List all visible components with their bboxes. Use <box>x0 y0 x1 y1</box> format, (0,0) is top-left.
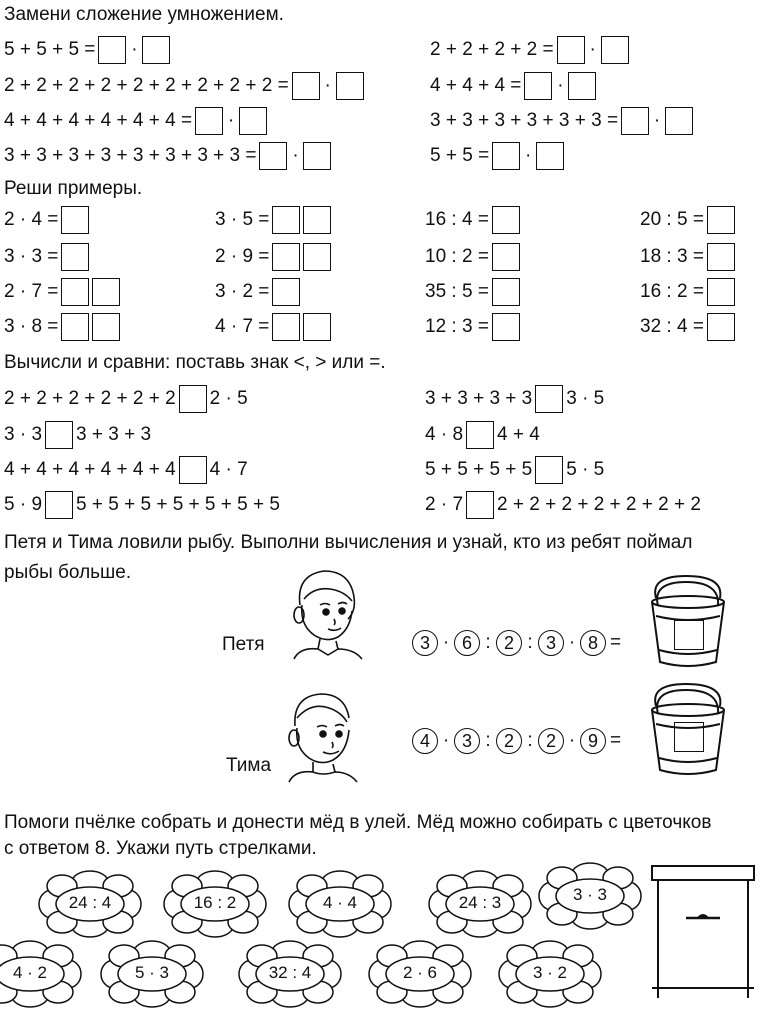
answer-box-tens[interactable] <box>61 278 89 306</box>
answer-box[interactable] <box>492 278 520 306</box>
expression: 4 + 4 + 4 + 4 + 4 + 4 = <box>4 110 193 131</box>
s3-right-row-3 <box>425 455 604 485</box>
flower-label: 16 : 2 <box>193 893 237 912</box>
operator: · <box>568 730 576 751</box>
equals-sign: = <box>610 632 622 653</box>
s3-right-row-1 <box>425 384 604 414</box>
s2-c2-r3 <box>215 277 300 307</box>
expr-b: 3 · 5 <box>566 388 605 409</box>
answer-box[interactable] <box>707 243 735 271</box>
expression: 32 : 4 = <box>640 316 704 337</box>
expr-a: 3 · 3 <box>4 424 43 445</box>
s2-c4-r1 <box>640 205 735 235</box>
expr-a: 3 + 3 + 3 + 3 <box>425 388 533 409</box>
dot: · <box>525 145 532 166</box>
answer-box-tens[interactable] <box>272 313 300 341</box>
section5-title-line1: Помоги пчёлке собрать и донести мёд в улей. Мёд можно собирать с цветочков <box>4 812 712 833</box>
dot: · <box>589 39 596 60</box>
answer-box[interactable] <box>492 243 520 271</box>
operator: : <box>527 632 533 653</box>
tima-name: Тима <box>226 755 272 776</box>
answer-box[interactable] <box>61 243 89 271</box>
flower-label: 3 · 2 <box>532 963 568 982</box>
answer-box-2[interactable] <box>568 72 596 100</box>
flower-label: 2 · 6 <box>402 963 438 982</box>
operator: · <box>568 632 576 653</box>
number-circle: 3 <box>454 728 480 754</box>
answer-box-2[interactable] <box>601 36 629 64</box>
section2-title: Реши примеры. <box>4 178 143 199</box>
expression: 5 + 5 + 5 = <box>4 39 96 60</box>
section4-title-line1: Петя и Тима ловили рыбу. Выполни вычисления и узнай, кто из ребят поймал <box>4 532 693 553</box>
s1-left-row-4 <box>4 141 331 171</box>
section5-title-line2: с ответом 8. Укажи путь стрелками. <box>4 838 317 859</box>
answer-box-2[interactable] <box>142 36 170 64</box>
dot: · <box>324 75 331 96</box>
answer-box-1[interactable] <box>492 142 520 170</box>
expr-b: 4 · 7 <box>209 459 248 480</box>
s1-left-row-3 <box>4 106 267 136</box>
s2-c4-r2 <box>640 242 735 272</box>
answer-box[interactable] <box>492 313 520 341</box>
expression: 3 · 2 = <box>215 281 270 302</box>
s1-right-row-2 <box>430 71 596 101</box>
s2-c4-r3 <box>640 277 735 307</box>
answer-box-2[interactable] <box>239 107 267 135</box>
s2-c3-r4 <box>425 312 520 342</box>
operator: : <box>527 730 533 751</box>
s2-c1-r3 <box>4 277 120 307</box>
number-circle: 9 <box>580 728 606 754</box>
answer-box-units[interactable] <box>92 313 120 341</box>
expr-a: 5 · 9 <box>4 494 43 515</box>
number-circle: 6 <box>454 630 480 656</box>
answer-box-1[interactable] <box>621 107 649 135</box>
flower-label: 4 · 4 <box>322 893 358 912</box>
expression: 4 + 4 + 4 = <box>430 75 522 96</box>
expression: 20 : 5 = <box>640 209 704 230</box>
flower[interactable] <box>100 940 204 1008</box>
expression: 3 + 3 + 3 + 3 + 3 + 3 + 3 + 3 = <box>4 145 257 166</box>
flower[interactable] <box>428 870 532 938</box>
s3-left-row-2 <box>4 420 151 450</box>
flower[interactable] <box>238 940 342 1008</box>
answer-box-1[interactable] <box>557 36 585 64</box>
number-circle: 2 <box>496 728 522 754</box>
expr-b: 4 + 4 <box>497 424 540 445</box>
expr-a: 2 + 2 + 2 + 2 + 2 + 2 <box>4 388 176 409</box>
s1-left-row-1 <box>4 35 170 65</box>
answer-box-1[interactable] <box>195 107 223 135</box>
s2-c4-r4 <box>640 312 735 342</box>
expression: 12 : 3 = <box>425 316 489 337</box>
operator: : <box>485 632 491 653</box>
expr-a: 4 + 4 + 4 + 4 + 4 + 4 <box>4 459 176 480</box>
number-circle: 2 <box>538 728 564 754</box>
expression: 10 : 2 = <box>425 246 489 267</box>
section3-title: Вычисли и сравни: поставь знак <, > или =. <box>4 352 386 373</box>
answer-box-petya[interactable] <box>674 620 704 650</box>
answer-box[interactable] <box>61 206 89 234</box>
s2-c1-r4 <box>4 312 120 342</box>
compare-box[interactable] <box>45 421 73 449</box>
tima-chain <box>412 728 621 754</box>
flower-label: 24 : 3 <box>458 893 502 912</box>
answer-box-2[interactable] <box>665 107 693 135</box>
s3-right-row-2 <box>425 420 540 450</box>
expression: 5 + 5 = <box>430 145 490 166</box>
dot: · <box>227 110 235 131</box>
s2-c3-r3 <box>425 277 520 307</box>
dot: · <box>292 145 299 166</box>
compare-box[interactable] <box>179 385 207 413</box>
flower[interactable] <box>0 940 82 1008</box>
expression: 3 · 3 = <box>4 246 59 267</box>
expr-a: 5 + 5 + 5 + 5 <box>425 459 533 480</box>
expression: 18 : 3 = <box>640 246 704 267</box>
answer-box-1[interactable] <box>524 72 552 100</box>
number-circle: 4 <box>412 728 438 754</box>
s2-c2-r2 <box>215 242 331 272</box>
expression: 2 · 4 = <box>4 209 59 230</box>
expr-b: 3 + 3 + 3 <box>76 424 152 445</box>
answer-box-tens[interactable] <box>61 313 89 341</box>
expression: 35 : 5 = <box>425 281 489 302</box>
compare-box[interactable] <box>535 456 563 484</box>
expression: 2 + 2 + 2 + 2 + 2 + 2 + 2 + 2 + 2 = <box>4 75 289 96</box>
expression: 3 · 8 = <box>4 316 59 337</box>
petya-chain <box>412 630 621 656</box>
answer-box[interactable] <box>707 313 735 341</box>
expr-b: 5 + 5 + 5 + 5 + 5 + 5 + 5 <box>76 494 280 515</box>
s2-c2-r4 <box>215 312 331 342</box>
s3-left-row-4 <box>4 490 280 520</box>
expression: 2 + 2 + 2 + 2 = <box>430 39 554 60</box>
operator: : <box>485 730 491 751</box>
flower-label: 24 : 4 <box>68 893 112 912</box>
answer-box-1[interactable] <box>259 142 287 170</box>
section4-title-line2: рыбы больше. <box>4 562 132 583</box>
expr-a: 2 · 7 <box>425 494 464 515</box>
expression: 2 · 7 = <box>4 281 59 302</box>
flower[interactable] <box>163 870 267 938</box>
answer-box-tens[interactable] <box>272 206 300 234</box>
answer-box[interactable] <box>707 206 735 234</box>
number-circle: 3 <box>412 630 438 656</box>
compare-box[interactable] <box>535 385 563 413</box>
flower-label: 4 · 2 <box>12 963 48 982</box>
answer-box-2[interactable] <box>336 72 364 100</box>
expression: 16 : 4 = <box>425 209 489 230</box>
answer-box[interactable] <box>492 206 520 234</box>
dot: · <box>653 110 661 131</box>
expression: 3 · 5 = <box>215 209 270 230</box>
section1-title: Замени сложение умножением. <box>4 4 284 25</box>
dot: · <box>557 75 564 96</box>
equals-sign: = <box>610 730 622 751</box>
s1-right-row-3 <box>430 106 693 136</box>
flower[interactable] <box>288 870 392 938</box>
s2-c3-r2 <box>425 242 520 272</box>
s3-right-row-4 <box>425 490 701 520</box>
expr-b: 2 + 2 + 2 + 2 + 2 + 2 + 2 <box>497 494 701 515</box>
number-circle: 8 <box>580 630 606 656</box>
s2-c1-r2 <box>4 242 89 272</box>
flower[interactable] <box>38 870 142 938</box>
expression: 16 : 2 = <box>640 281 704 302</box>
compare-box[interactable] <box>466 421 494 449</box>
dot: · <box>131 39 138 60</box>
answer-box-tens[interactable] <box>272 243 300 271</box>
answer-box-units[interactable] <box>303 313 331 341</box>
number-circle: 3 <box>538 630 564 656</box>
petya-name: Петя <box>222 634 265 655</box>
expr-b: 2 · 5 <box>209 388 248 409</box>
expression: 3 + 3 + 3 + 3 + 3 + 3 = <box>430 110 619 131</box>
expr-b: 5 · 5 <box>566 459 605 480</box>
operator: · <box>442 730 450 751</box>
s1-right-row-1 <box>430 35 629 65</box>
s2-c1-r1 <box>4 205 89 235</box>
compare-box[interactable] <box>179 456 207 484</box>
number-circle: 2 <box>496 630 522 656</box>
flower[interactable] <box>498 940 602 1008</box>
expression: 2 · 9 = <box>215 246 270 267</box>
s1-right-row-4 <box>430 141 564 171</box>
flower-label: 3 · 3 <box>572 885 608 904</box>
s2-c3-r1 <box>425 205 520 235</box>
answer-box-units[interactable] <box>303 243 331 271</box>
answer-box-2[interactable] <box>536 142 564 170</box>
s1-left-row-2 <box>4 71 364 101</box>
flower-label: 32 : 4 <box>268 963 312 982</box>
answer-box[interactable] <box>707 278 735 306</box>
answer-box[interactable] <box>272 278 300 306</box>
s3-left-row-3 <box>4 455 248 485</box>
s3-left-row-1 <box>4 384 248 414</box>
flower-label: 5 · 3 <box>134 963 170 982</box>
operator: · <box>442 632 450 653</box>
answer-box-2[interactable] <box>303 142 331 170</box>
boy-tima-illustration <box>285 688 360 783</box>
boy-petya-illustration <box>290 565 365 660</box>
answer-box-1[interactable] <box>292 72 320 100</box>
s2-c2-r1 <box>215 205 331 235</box>
answer-box-units[interactable] <box>92 278 120 306</box>
flower[interactable] <box>368 940 472 1008</box>
expr-a: 4 · 8 <box>425 424 464 445</box>
answer-box-units[interactable] <box>303 206 331 234</box>
compare-box[interactable] <box>466 491 494 519</box>
answer-box-1[interactable] <box>98 36 126 64</box>
flower[interactable] <box>538 862 642 930</box>
expression: 4 · 7 = <box>215 316 270 337</box>
answer-box-tima[interactable] <box>674 722 704 752</box>
compare-box[interactable] <box>45 491 73 519</box>
beehive-icon <box>650 862 756 1000</box>
